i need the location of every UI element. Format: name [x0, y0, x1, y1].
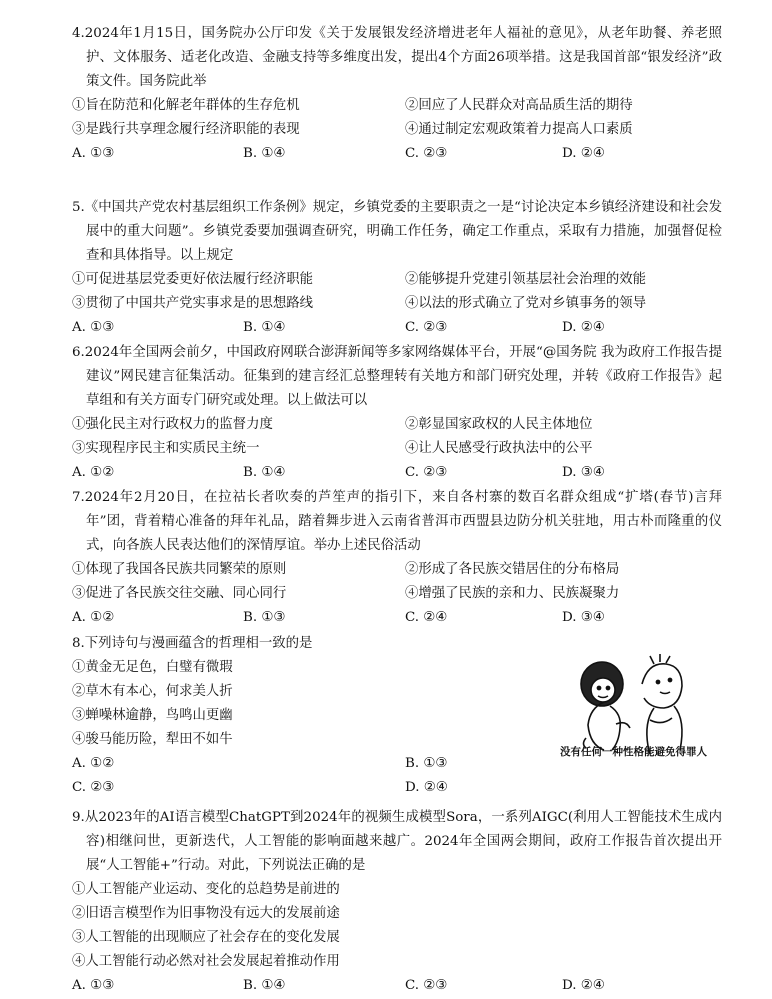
answer-options: [72, 974, 722, 998]
statement-1: ①人工智能产业运动、变化的总趋势是前进的: [72, 882, 340, 897]
option-c: C. ②③: [405, 320, 448, 335]
option-b: B. ①④: [243, 320, 286, 335]
statement-3: ③实现程序民主和实质民主统一: [72, 441, 260, 456]
item-row: [72, 582, 722, 606]
option-b: B. ①④: [243, 978, 286, 993]
option-a: A. ①②: [72, 465, 115, 480]
question-6: [72, 341, 722, 485]
statement-3: ③贯彻了中国共产党实事求是的思想路线: [72, 296, 314, 311]
option-b: B. ①④: [243, 146, 286, 161]
cartoon-caption: 没有任何一种性格能避免得罪人: [560, 746, 707, 758]
option-b: B. ①③: [243, 610, 286, 625]
option-b: B. ①③: [405, 756, 448, 771]
option-a: A. ①②: [72, 756, 115, 771]
option-a: A. ①③: [72, 978, 115, 993]
question-5: [72, 196, 722, 340]
option-b: B. ①④: [243, 465, 286, 480]
option-a: A. ①③: [72, 320, 115, 335]
statement-2: ②回应了人民群众对高品质生活的期待: [405, 98, 633, 113]
option-d: D. ③④: [562, 610, 605, 625]
statement-1: ①强化民主对行政权力的监督力度: [72, 417, 273, 432]
statement-2: ②彰显国家政权的人民主体地位: [405, 417, 593, 432]
item-row: [72, 94, 722, 118]
option-c: C. ②③: [405, 465, 448, 480]
statement-3: ③促进了各民族交往交融、同心同行: [72, 586, 287, 601]
question-stem: 8.下列诗句与漫画蕴含的哲理相一致的是: [72, 636, 313, 651]
option-c: C. ②③: [72, 780, 115, 795]
answer-options: [72, 316, 722, 340]
statement-4: ④增强了民族的亲和力、民族凝聚力: [405, 586, 620, 601]
answer-options: [72, 776, 722, 800]
statement-4: ④通过制定宏观政策着力提高人口素质: [405, 122, 633, 137]
answer-options: [72, 461, 722, 485]
statement-4: ④骏马能历险，犁田不如牛: [72, 732, 233, 747]
item-row: [72, 413, 722, 437]
answer-options: [72, 606, 722, 630]
item-row: [72, 437, 722, 461]
item-row: [72, 292, 722, 316]
item-row: [72, 558, 722, 582]
option-d: D. ②④: [562, 978, 605, 993]
statement-3: ③蝉噪林逾静，鸟鸣山更幽: [72, 708, 233, 723]
question-stem: 7.2024年2月20日，在拉祜长者吹奏的芦笙声的指引下，来自各村寨的数百名群众组成“扩塔(春节)言拜年”团，背着精心准备的拜年礼品，踏着舞步进入云南省普洱市西盟县边防分机关驻地，用古朴而隆重的仪式，向各族人民表达他们的深情厚谊。举办上述民俗活动: [72, 490, 722, 553]
option-d: D. ③④: [562, 465, 605, 480]
statement-1: ①旨在防范和化解老年群体的生存危机: [72, 98, 300, 113]
statement-4: ④人工智能行动必然对社会发展起着推动作用: [72, 954, 340, 969]
option-d: D. ②④: [405, 780, 448, 795]
item-row: [72, 118, 722, 142]
question-stem: 6.2024年全国两会前夕，中国政府网联合澎湃新闻等多家网络媒体平台，开展“@国务院 我为政府工作报告提建议”网民建言征集活动。征集到的建言经汇总整理转有关地方和部门研究处理，并转《政府工作报告》起草组和有关方面专门研究或处理。以上做法可以: [72, 345, 722, 408]
question-stem: 5.《中国共产党农村基层组织工作条例》规定，乡镇党委的主要职责之一是“讨论决定本乡镇经济建设和社会发展中的重大问题”。乡镇党委要加强调查研究，明确工作任务，确定工作重点，采取有力措施，加强督促检查和具体指导。以上规定: [72, 200, 722, 263]
statement-2: ②草木有本心，何求美人折: [72, 684, 233, 699]
question-9: [72, 806, 722, 998]
statement-2: ②形成了各民族交错居住的分布格局: [405, 562, 620, 577]
statement-3: ③人工智能的出现顺应了社会存在的变化发展: [72, 930, 340, 945]
statement-3: ③是践行共享理念履行经济职能的表现: [72, 122, 300, 137]
option-c: C. ②④: [405, 610, 448, 625]
curly-hair-figure: [581, 662, 630, 750]
question-4: [72, 22, 722, 166]
statement-1: ①可促进基层党委更好依法履行经济职能: [72, 272, 314, 287]
option-d: D. ②④: [562, 146, 605, 161]
question-stem: 4.2024年1月15日，国务院办公厅印发《关于发展银发经济增进老年人福祉的意见》，从老年助餐、养老照护、文体服务、适老化改造、金融支持等多维度出发，提出4个方面26项举措。这是我国首部“银发经济”政策文件。国务院此举: [72, 26, 722, 89]
answer-options: [72, 142, 722, 166]
item-row: [72, 268, 722, 292]
option-a: A. ①②: [72, 610, 115, 625]
statement-4: ④让人民感受行政执法中的公平: [405, 441, 593, 456]
statement-1: ①黄金无足色，白璧有微瑕: [72, 660, 233, 675]
option-a: A. ①③: [72, 146, 115, 161]
question-7: [72, 486, 722, 630]
question-stem: 9.从2023年的AI语言模型ChatGPT到2024年的视频生成模型Sora，一系列AIGC(利用人工智能技术生成内容)相继问世，更新迭代，人工智能的影响面越来越广。2024年全国两会期间，政府工作报告首次提出开展“人工智能+”行动。对此，下列说法正确的是: [72, 810, 722, 873]
statement-2: ②能够提升党建引领基层社会治理的效能: [405, 272, 647, 287]
statement-2: ②旧语言模型作为旧事物没有远大的发展前途: [72, 906, 340, 921]
option-c: C. ②③: [405, 146, 448, 161]
bald-figure: [642, 654, 682, 754]
option-c: C. ②③: [405, 978, 448, 993]
statement-4: ④以法的形式确立了党对乡镇事务的领导: [405, 296, 647, 311]
option-d: D. ②④: [562, 320, 605, 335]
statement-1: ①体现了我国各民族共同繁荣的原则: [72, 562, 287, 577]
